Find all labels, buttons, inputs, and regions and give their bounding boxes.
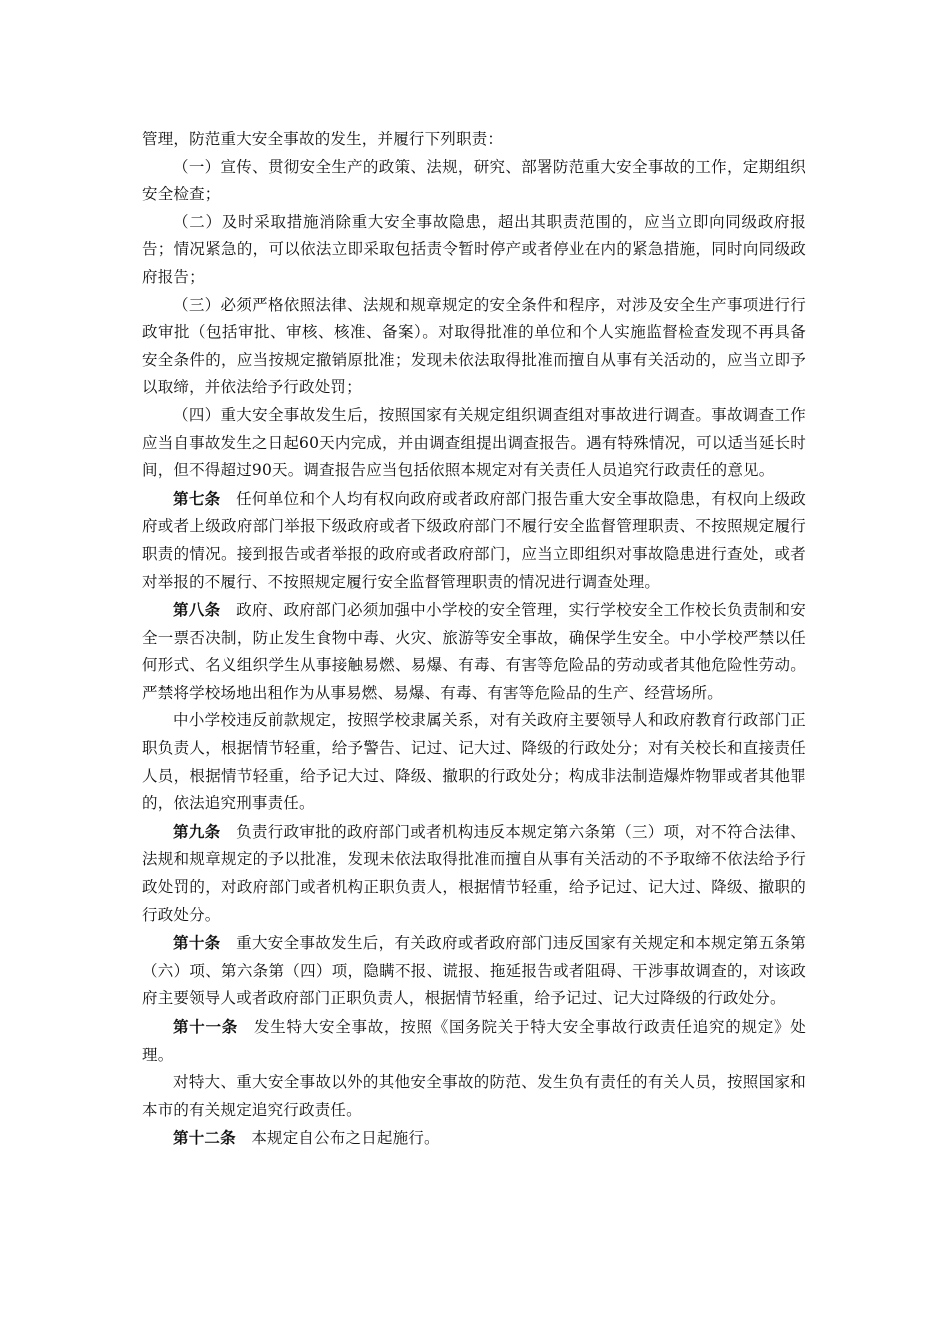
paragraph-item-3 <box>142 292 806 402</box>
article-text: 负责行政审批的政府部门或者机构违反本规定第六条第（三）项，对不符合法律、法规和规章规定的予以批准，发现未依法取得批准而擅自从事有关活动的不予取缔不依法给予行政处罚的，对政府部门或者机构正职负责人，根据情节轻重，给予记过、记大过、降级、撤职的行政处分。 <box>142 822 806 924</box>
article-10 <box>142 929 806 1013</box>
paragraph-text: （一）宣传、贯彻安全生产的政策、法规，研究、部署防范重大安全事故的工作，定期组织安全检查； <box>142 157 806 204</box>
article-text: 本规定自公布之日起施行。 <box>251 1129 440 1148</box>
article-heading: 第十一条 <box>173 1017 238 1036</box>
article-11 <box>142 1013 806 1069</box>
article-7 <box>142 485 806 596</box>
paragraph-item-1 <box>142 154 806 209</box>
article-9 <box>142 818 806 929</box>
paragraph-item-4 <box>142 402 806 485</box>
article-heading: 第七条 <box>173 488 221 508</box>
article-text: 重大安全事故发生后，有关政府或者政府部门违反国家有关规定和本规定第五条第（六）项、第六条第（四）项，隐瞒不报、谎报、拖延报告或者阻碍、干涉事故调查的，对该政府主要领导人或者政府部门正职负责人，根据情节轻重，给予记过、记大过降级的行政处分。 <box>142 934 806 1008</box>
paragraph-text: 中小学校违反前款规定，按照学校隶属关系，对有关政府主要领导人和政府教育行政部门正职负责人，根据情节轻重，给予警告、记过、记大过、降级的行政处分；对有关校长和直接责任人员，根据情节轻重，给予记大过、降级、撤职的行政处分；构成非法制造爆炸物罪或者其他罪的，依法追究刑事责任。 <box>142 711 806 813</box>
paragraph-text: （四）重大安全事故发生后，按照国家有关规定组织调查组对事故进行调查。事故调查工作应当自事故发生之日起60天内完成，并由调查组提出调查报告。遇有特殊情况，可以适当延长时间，但不得超过90天。调查报告应当包括依照本规定对有关责任人员追究行政责任的意见。 <box>142 405 806 480</box>
article-text: 发生特大安全事故，按照《国务院关于特大安全事故行政责任追究的规定》处理。 <box>142 1018 806 1064</box>
article-heading: 第八条 <box>173 600 221 620</box>
paragraph-item-2 <box>142 209 806 292</box>
article-heading: 第十条 <box>173 933 221 953</box>
paragraph-text: （二）及时采取措施消除重大安全事故隐患，超出其职责范围的，应当立即向同级政府报告；情况紧急的，可以依法立即采取包括责令暂时停产或者停业在内的紧急措施，同时向同级政府报告； <box>142 212 806 286</box>
article-11-paragraph-2 <box>142 1069 806 1124</box>
article-12 <box>142 1124 806 1153</box>
paragraph-text: 对特大、重大安全事故以外的其他安全事故的防范、发生负有责任的有关人员，按照国家和本市的有关规定追究行政责任。 <box>142 1073 806 1119</box>
paragraph-text: （三）必须严格依照法律、法规和规章规定的安全条件和程序，对涉及安全生产事项进行行政审批（包括审批、审核、核准、备案）。对取得批准的单位和个人实施监督检查发现不再具备安全条件的，应当按规定撤销原批准；发现未依法取得批准而擅自从事有关活动的，应当立即予以取缔，并依法给予行政处罚； <box>142 295 806 397</box>
paragraph-text: 管理，防范重大安全事故的发生，并履行下列职责： <box>142 130 504 148</box>
document-body <box>142 126 806 1153</box>
article-text: 政府、政府部门必须加强中小学校的安全管理，实行学校安全工作校长负责制和安全一票否决制，防止发生食物中毒、火灾、旅游等安全事故，确保学生安全。中小学校严禁以任何形式、名义组织学生从事接触易燃、易爆、有毒、有害等危险品的劳动或者其他危险性劳动。严禁将学校场地出租作为从事易燃、易爆、有毒、有害等危险品的生产、经营场所。 <box>142 601 806 702</box>
article-heading: 第十二条 <box>173 1128 236 1148</box>
article-8 <box>142 596 806 707</box>
article-heading: 第九条 <box>173 821 221 841</box>
article-text: 任何单位和个人均有权向政府或者政府部门报告重大安全事故隐患，有权向上级政府或者上级政府部门举报下级政府或者下级政府部门不履行安全监督管理职责、不按照规定履行职责的情况。接到报告或者举报的政府或者政府部门，应当立即组织对事故隐患进行查处，或者对举报的不履行、不按照规定履行安全监督管理职责的情况进行调查处理。 <box>142 489 806 591</box>
paragraph <box>142 126 806 154</box>
article-8-paragraph-2 <box>142 707 806 817</box>
